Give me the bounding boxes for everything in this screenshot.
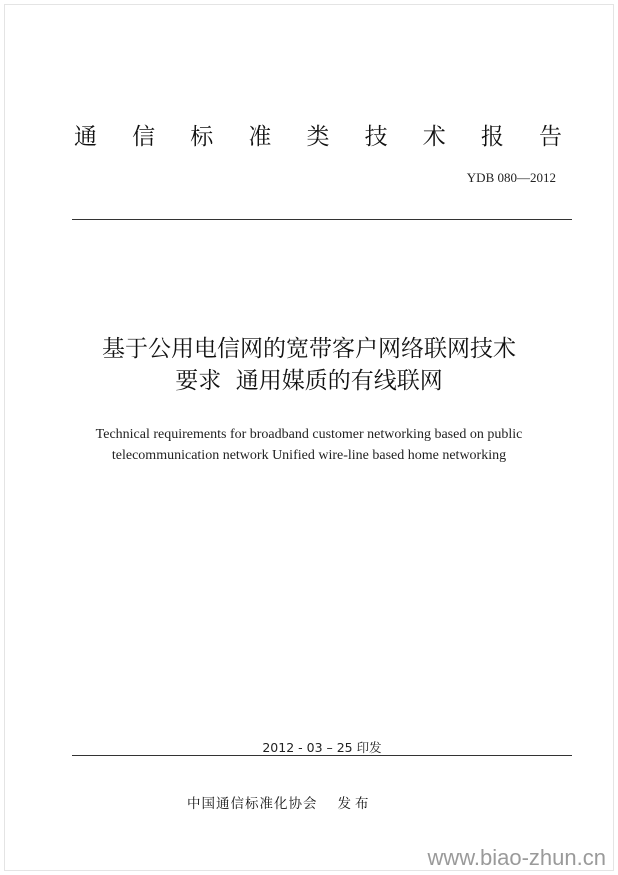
report-type-char: 类: [306, 124, 332, 150]
report-type-char: 术: [422, 124, 448, 150]
top-divider: [72, 219, 572, 220]
issuer-name: 中国通信标准化协会: [187, 796, 318, 812]
publish-label: 发布: [337, 796, 373, 812]
issuer-line: [187, 792, 373, 812]
english-title-line-1: Technical requirements for broadband customer networking based on public: [95, 427, 523, 442]
chinese-title-line-1: 基于公用电信网的宽带客户网络联网技术: [102, 336, 516, 362]
report-type-char: 信: [132, 124, 158, 150]
english-title: [40, 424, 578, 466]
english-title-line-2: telecommunication network Unified wire-line based home networking: [111, 448, 507, 463]
report-type-char: 准: [248, 124, 274, 150]
site-watermark: www.biao-zhun.cn: [427, 845, 606, 870]
report-type-char: 技: [364, 124, 390, 150]
chinese-title-line-2: 要求 通用媒质的有线联网: [175, 368, 443, 394]
report-type-char: 报: [480, 124, 506, 150]
issue-date: 2012 - 03 – 25 印发: [262, 740, 382, 755]
report-type-char: 标: [190, 124, 216, 150]
report-type-char: 告: [539, 124, 564, 150]
report-type-char: 通: [74, 124, 99, 150]
bottom-divider: [72, 755, 572, 756]
document-number: YDB 080—2012: [466, 170, 556, 185]
chinese-title: [40, 333, 578, 397]
report-type-heading: [74, 118, 564, 151]
